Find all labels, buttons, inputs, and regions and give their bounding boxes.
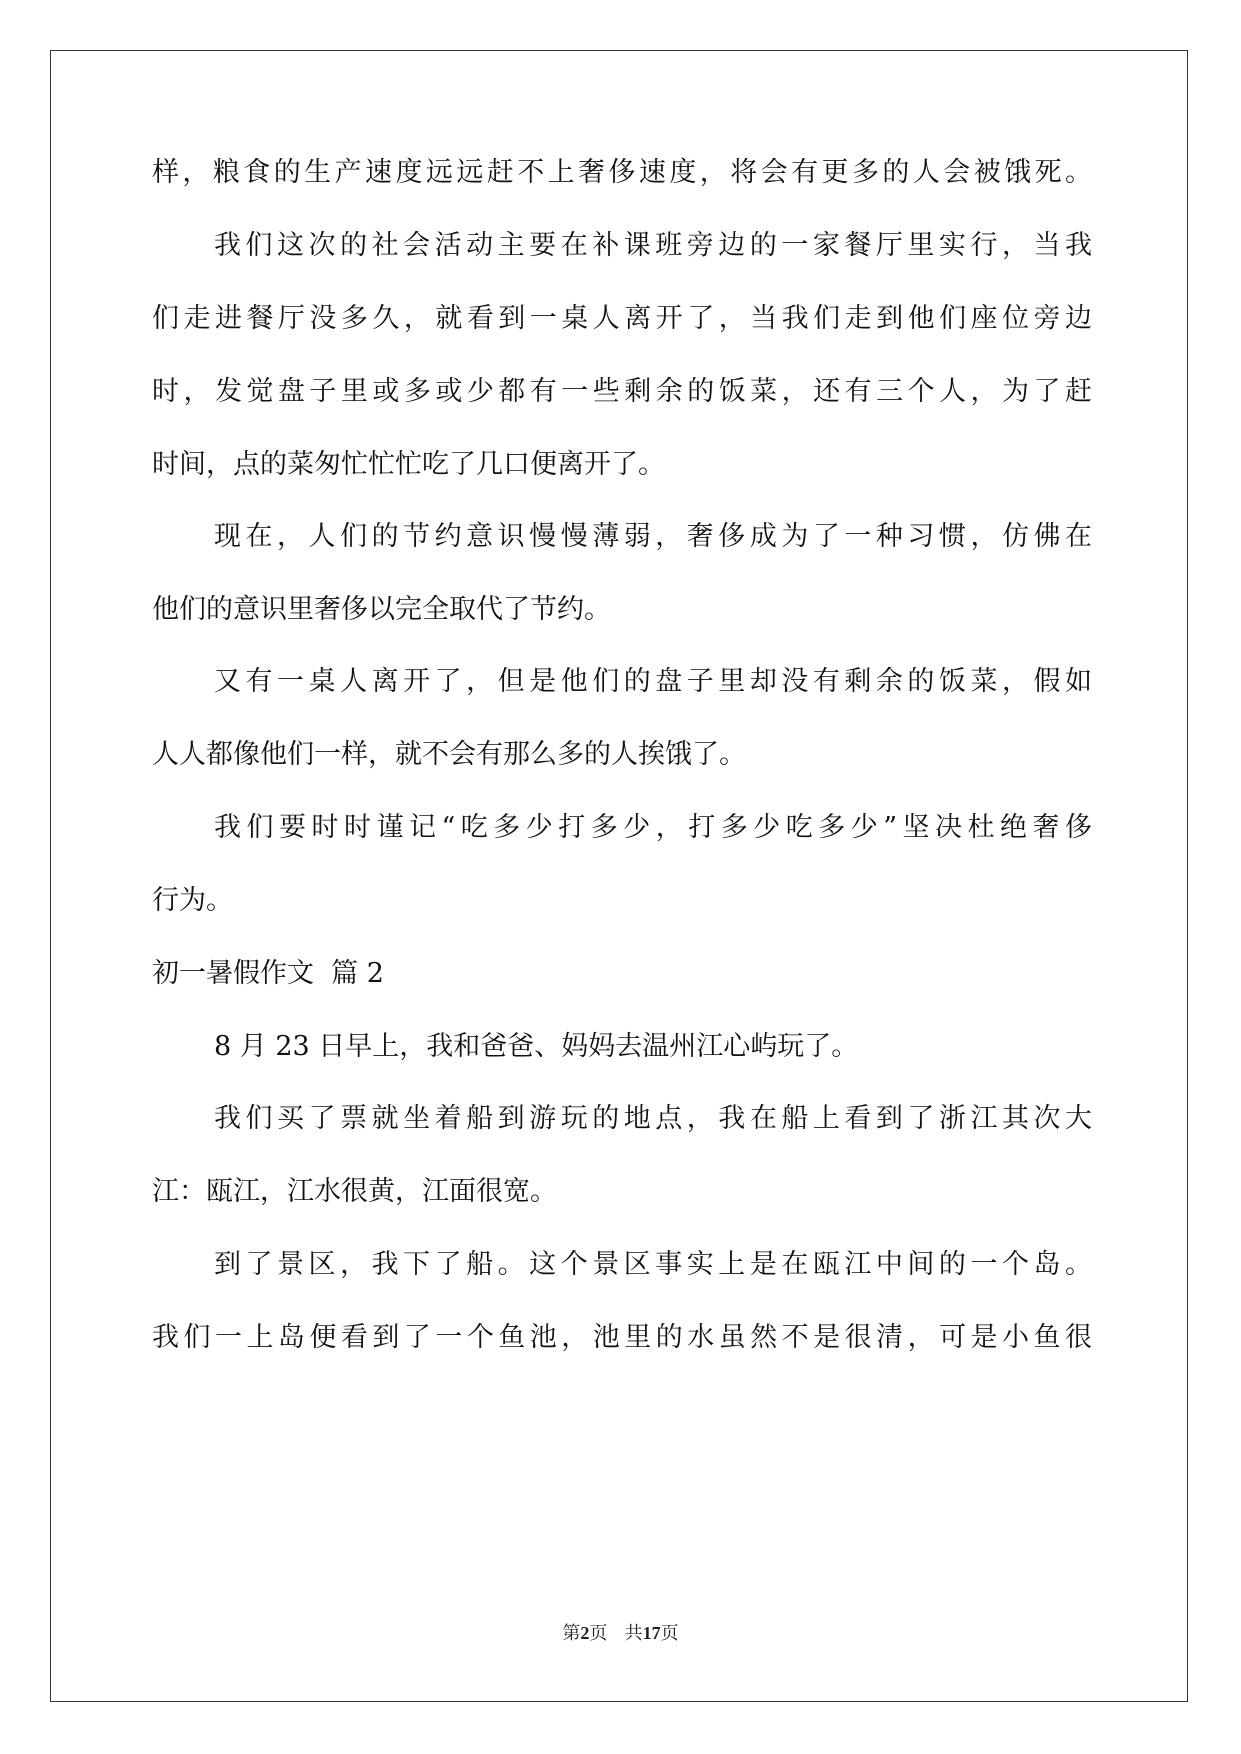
text-line: 时间，点的菜匆忙忙忙吃了几口便离开了。 [152, 449, 665, 480]
text-line: 我们要时时谨记“吃多少打多少，打多少吃多少”坚决杜绝奢侈 [214, 812, 1092, 843]
text-line: 又有一桌人离开了，但是他们的盘子里却没有剩余的饭菜，假如 [214, 666, 1092, 697]
text-line: 8 月 23 日早上，我和爸爸、妈妈去温州江心屿玩了。 [214, 1031, 859, 1062]
footer-total-number: 17 [642, 1623, 661, 1643]
text-line: 我们这次的社会活动主要在补课班旁边的一家餐厅里实行，当我 [214, 230, 1092, 261]
text-line: 样，粮食的生产速度远远赶不上奢侈速度，将会有更多的人会被饿死。 [152, 157, 1092, 188]
text-line: 他们的意识里奢侈以完全取代了节约。 [152, 594, 611, 625]
page-footer [0, 1619, 1241, 1645]
footer-page-number: 2 [580, 1623, 590, 1643]
text-line: 江：瓯江，江水很黄，江面很宽。 [152, 1176, 557, 1207]
text-line: 我们买了票就坐着船到游玩的地点，我在船上看到了浙江其次大 [214, 1103, 1092, 1134]
footer-page-prefix: 第 [562, 1623, 581, 1644]
section-heading: 初一暑假作文 篇 2 [152, 958, 384, 989]
text-line: 时，发觉盘子里或多或少都有一些剩余的饭菜，还有三个人，为了赶 [152, 376, 1092, 407]
footer-total-prefix: 共 [624, 1623, 643, 1644]
text-line: 我们一上岛便看到了一个鱼池，池里的水虽然不是很清，可是小鱼很 [152, 1322, 1092, 1353]
text-line: 人人都像他们一样，就不会有那么多的人挨饿了。 [152, 739, 746, 770]
page-border [50, 50, 1188, 1702]
footer-total-suffix: 页 [660, 1623, 679, 1644]
text-line: 现在，人们的节约意识慢慢薄弱，奢侈成为了一种习惯，仿佛在 [214, 521, 1092, 552]
text-line: 们走进餐厅没多久，就看到一桌人离开了，当我们走到他们座位旁边 [152, 303, 1092, 334]
text-line: 行为。 [152, 885, 233, 916]
text-line: 到了景区，我下了船。这个景区事实上是在瓯江中间的一个岛。 [214, 1249, 1092, 1280]
footer-page-suffix: 页 [589, 1623, 608, 1644]
